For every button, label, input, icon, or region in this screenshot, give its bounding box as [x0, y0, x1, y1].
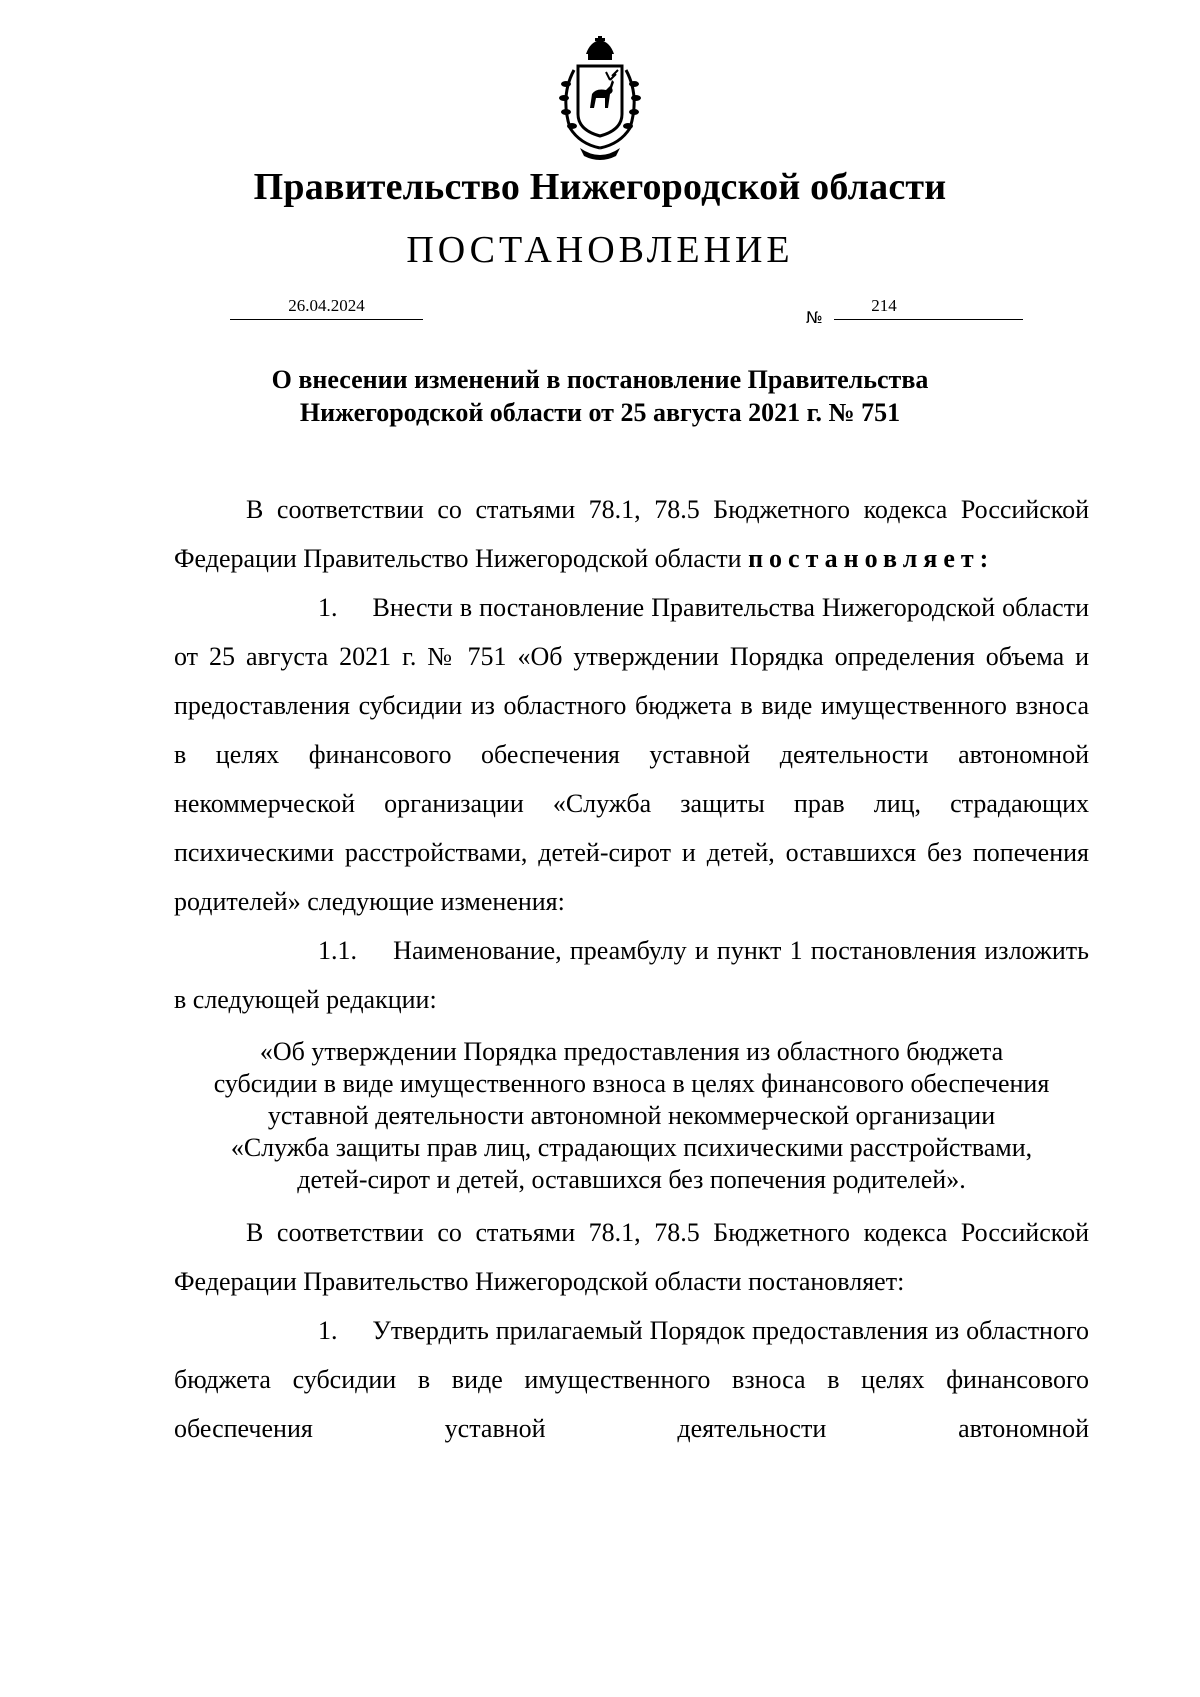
document-number: 214 — [871, 296, 897, 315]
quote-line-1: «Об утверждении Порядка предоставления из областного бюджета — [259, 1037, 1004, 1066]
quote-item-1-paragraph — [174, 1306, 1089, 1453]
new-title-quote — [174, 1036, 1089, 1196]
number-underline — [834, 319, 1023, 320]
quote-line-5: детей-сирот и детей, оставшихся без попечения родителей». — [297, 1165, 966, 1194]
date-underline — [230, 319, 423, 320]
item-1-number: 1. — [318, 593, 338, 622]
item-1-1-paragraph — [174, 926, 1089, 1024]
document-date: 26.04.2024 — [288, 296, 365, 315]
resolves-word: постановляет: — [748, 544, 995, 573]
document-type: ПОСТАНОВЛЕНИЕ — [406, 229, 794, 271]
quote-item-1-text: Утвердить прилагаемый Порядок предоставления из областного бюджета субсидии в виде имущественного взноса в целях финансового обеспечения уставной деятельности автономной — [174, 1316, 1089, 1443]
document-body — [174, 485, 1089, 1453]
document-subject — [200, 363, 1000, 429]
quote-item-1-number: 1. — [318, 1316, 338, 1345]
preamble-text: В соответствии со статьями 78.1, 78.5 Бюджетного кодекса Российской Федерации Правительство Нижегородской области — [174, 495, 1089, 573]
quote-preamble-text: В соответствии со статьями 78.1, 78.5 Бюджетного кодекса Российской Федерации Правительство Нижегородской области — [174, 1218, 1089, 1296]
coat-of-arms-emblem — [550, 36, 650, 164]
quote-line-2: субсидии в виде имущественного взноса в целях финансового обеспечения — [213, 1069, 1050, 1098]
government-name: Правительство Нижегородской области — [253, 166, 947, 208]
number-sign: № — [806, 308, 823, 327]
subject-line-2: Нижегородской области от 25 августа 2021 г. № 751 — [299, 398, 901, 427]
item-1-1-number: 1.1. — [318, 936, 357, 965]
subject-line-1: О внесении изменений в постановление Правительства — [271, 365, 929, 394]
item-1-1-text: Наименование, преамбулу и пункт 1 постановления изложить в следующей редакции: — [174, 936, 1089, 1014]
quote-line-4: «Служба защиты прав лиц, страдающих психическими расстройствами, — [230, 1133, 1033, 1162]
quote-resolves-word: постановляет: — [748, 1267, 905, 1296]
preamble-paragraph — [174, 485, 1089, 583]
item-1-paragraph — [174, 583, 1089, 926]
quote-preamble-paragraph — [174, 1208, 1089, 1306]
quote-line-3: уставной деятельности автономной некоммерческой организации — [267, 1101, 996, 1130]
item-1-text: Внести в постановление Правительства Нижегородской области от 25 августа 2021 г. № 751 «Об утверждении Порядка определения объема и предоставления субсидии из областного бюджета в виде имущественного взноса в целях финансового обеспечения уставной деятельности автономной некоммерческой организации «Служба защиты прав лиц, страдающих психическими расстройствами, детей-сирот и детей, оставшихся без попечения родителей» следующие изменения: — [174, 593, 1089, 916]
